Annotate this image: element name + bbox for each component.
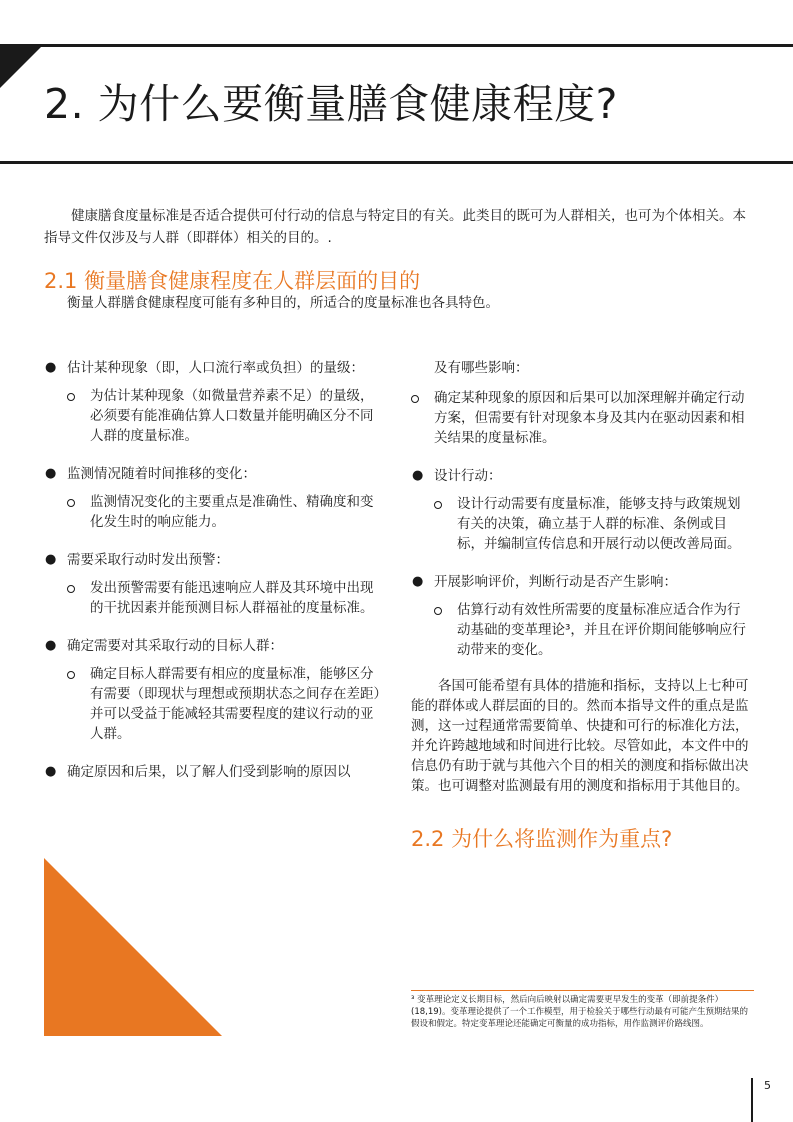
page-title: 2. 为什么要衡量膳食健康程度?: [44, 80, 618, 128]
footnote-divider: [411, 990, 754, 991]
list-item-continuation: 及有哪些影响：: [434, 360, 529, 376]
circle-bullet-icon: [67, 499, 75, 507]
sub-list-item: 发出预警需要有能迅速响应人群及其环境中出现的干扰因素并能预测目标人群福祉的度量标准。: [67, 578, 386, 618]
sub-list-item: 设计行动需要有度量标准，能够支持与政策规划有关的决策，确立基于人群的标准、条例或目标，并编制宣传信息和开展行动以便改善局面。: [434, 494, 753, 554]
bullet-icon: ●: [45, 466, 57, 481]
circle-bullet-icon: [434, 607, 442, 615]
bullet-icon: ●: [45, 552, 57, 567]
footnote: ³ 变革理论定义长期目标，然后向后映射以确定需要更早发生的变革（即前提条件）(18,19)。变革理论提供了一个工作模型，用于检验关于哪些行动最有可能产生预期结果的假设和假定。特定变革理论还能确定可衡量的成功指标，用作监测评价路线图。: [411, 995, 748, 1029]
list-item: ● 确定原因和后果，以了解人们受到影响的原因以: [45, 764, 351, 780]
purpose-list-continued: [411, 466, 753, 660]
list-item: ● 开展影响评价，判断行动是否产生影响： 估算行动有效性所需要的度量标准应适合作为行动基础的变革理论³，并且在评价期间能够响应行动带来的变化。: [411, 572, 753, 660]
bullet-icon: ●: [45, 764, 57, 779]
bullet-icon: ●: [412, 468, 424, 483]
sub-list-item: 估算行动有效性所需要的度量标准应适合作为行动基础的变革理论³，并且在评价期间能够响应行动带来的变化。: [434, 600, 753, 660]
page-number: 5: [764, 1079, 771, 1092]
monitoring-paragraph: 各国可能希望有具体的措施和指标，支持以上七种可能的群体或人群层面的目的。然而本指导文件的重点是监测，这一过程通常需要简单、快捷和可行的标准化方法，并允许跨越地域和时间进行比较。尽管如此，本文件中的信息仍有助于就与其他六个目的相关的测度和指标做出决策。也可调整对监测最有用的测度和指标用于其他目的。: [411, 678, 749, 794]
section-2-1-heading: 2.1 衡量膳食健康程度在人群层面的目的: [44, 269, 421, 293]
page-number-divider: [751, 1078, 753, 1122]
left-column: [44, 358, 386, 800]
sub-list-item: 确定目标人群需要有相应的度量标准，能够区分有需要（即现状与理想或预期状态之间存在差距）并可以受益于能减轻其需要程度的建议行动的亚人群。: [67, 664, 386, 744]
right-column: [411, 358, 753, 796]
circle-bullet-icon: [411, 395, 419, 403]
intro-paragraph: 健康膳食度量标准是否适合提供可付行动的信息与特定目的有关。此类目的既可为人群相关，也可为个体相关。本指导文件仅涉及与人群（即群体）相关的目的。.: [44, 208, 746, 246]
sub-list-item: 为估计某种现象（如微量营养素不足）的量级，必须要有能准确估算人口数量并能明确区分不同人群的度量标准。: [67, 386, 386, 446]
section-2-2-heading: 2.2 为什么将监测作为重点?: [411, 827, 673, 851]
orange-triangle-decoration: [44, 858, 222, 1036]
circle-bullet-icon: [67, 393, 75, 401]
circle-bullet-icon: [67, 671, 75, 679]
list-item: ● 设计行动： 设计行动需要有度量标准，能够支持与政策规划有关的决策，确立基于人群的标准、条例或目标，并编制宣传信息和开展行动以便改善局面。: [411, 466, 753, 554]
bullet-icon: ●: [45, 360, 57, 375]
list-item: ● 需要采取行动时发出预警： 发出预警需要有能迅速响应人群及其环境中出现的干扰因素并能预测目标人群福祉的度量标准。: [44, 550, 386, 618]
sub-list-item: 监测情况变化的主要重点是准确性、精确度和变化发生时的响应能力。: [67, 492, 386, 532]
purpose-list: [44, 358, 386, 782]
corner-triangle-decoration: [0, 44, 44, 88]
list-item: ● 估计某种现象（即，人口流行率或负担）的量级： 为估计某种现象（如微量营养素不足）的量级，必须要有能准确估算人口数量并能明确区分不同人群的度量标准。: [44, 358, 386, 446]
list-item: ● 监测情况随着时间推移的变化： 监测情况变化的主要重点是准确性、精确度和变化发生时的响应能力。: [44, 464, 386, 532]
bullet-icon: ●: [412, 574, 424, 589]
header-bottom-rule: [0, 161, 793, 164]
sub-list-item: 确定某种现象的原因和后果可以加深理解并确定行动方案，但需要有针对现象本身及其内在驱动因素和相关结果的度量标准。: [411, 388, 753, 448]
circle-bullet-icon: [434, 501, 442, 509]
section-2-1-subtitle: 衡量人群膳食健康程度可能有多种目的，所适合的度量标准也各具特色。: [67, 295, 499, 311]
header-top-rule: [0, 44, 793, 47]
circle-bullet-icon: [67, 585, 75, 593]
bullet-icon: ●: [45, 638, 57, 653]
list-item: ● 确定需要对其采取行动的目标人群： 确定目标人群需要有相应的度量标准，能够区分有需要（即现状与理想或预期状态之间存在差距）并可以受益于能减轻其需要程度的建议行动的亚人群。: [44, 636, 386, 744]
